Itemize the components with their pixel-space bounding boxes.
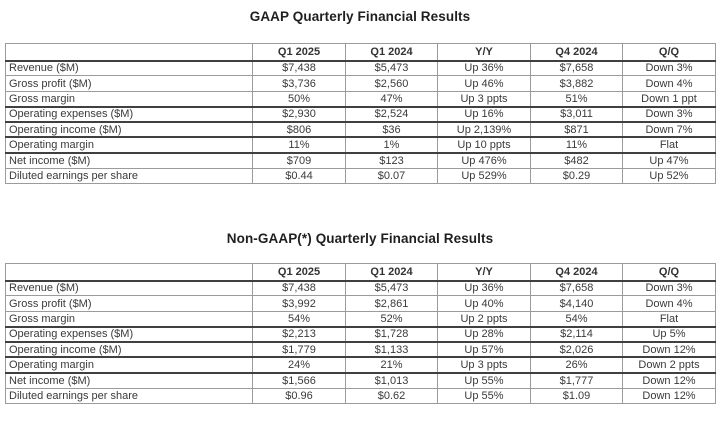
table-row [6,311,716,326]
cell-value: Down 4% [623,296,716,311]
row-label: Operating expenses ($M) [6,327,253,342]
column-header [6,44,253,61]
row-label: Diluted earnings per share [6,388,253,403]
cell-value: $2,861 [346,296,438,311]
table-row [6,281,716,296]
cell-value: $2,930 [253,107,346,122]
cell-value: Flat [623,311,716,326]
cell-value: Up 16% [438,107,531,122]
cell-value: Flat [623,137,716,152]
cell-value: $2,560 [346,76,438,91]
cell-value: $3,736 [253,76,346,91]
cell-value: 47% [346,91,438,106]
gaap-results-table [5,43,716,184]
cell-value: 54% [253,311,346,326]
cell-value: 51% [531,91,623,106]
row-label: Revenue ($M) [6,61,253,76]
cell-value: Up 2 ppts [438,311,531,326]
row-label: Diluted earnings per share [6,168,253,183]
cell-value: 11% [253,137,346,152]
cell-value: Down 12% [623,388,716,403]
cell-value: Up 36% [438,281,531,296]
column-header: Q1 2024 [346,44,438,61]
table-row [6,122,716,137]
cell-value: Up 55% [438,373,531,388]
cell-value: $1,777 [531,373,623,388]
cell-value: $0.29 [531,168,623,183]
non-gaap-results-table [5,263,716,404]
row-label: Revenue ($M) [6,281,253,296]
cell-value: $5,473 [346,281,438,296]
column-header: Y/Y [438,44,531,61]
table-row [6,107,716,122]
cell-value: Up 5% [623,327,716,342]
cell-value: $3,992 [253,296,346,311]
cell-value: 21% [346,357,438,372]
cell-value: Down 3% [623,107,716,122]
table-row [6,327,716,342]
table-row [6,388,716,403]
cell-value: $7,438 [253,61,346,76]
cell-value: Down 3% [623,61,716,76]
cell-value: $123 [346,153,438,168]
cell-value: Up 10 ppts [438,137,531,152]
column-header: Q1 2025 [253,44,346,61]
cell-value: $2,213 [253,327,346,342]
cell-value: $1.09 [531,388,623,403]
row-label: Operating margin [6,137,253,152]
column-header [6,264,253,281]
row-label: Gross profit ($M) [6,296,253,311]
row-label: Operating income ($M) [6,342,253,357]
cell-value: $482 [531,153,623,168]
table-row [6,373,716,388]
cell-value: 54% [531,311,623,326]
row-label: Gross margin [6,91,253,106]
cell-value: $1,133 [346,342,438,357]
column-header: Q4 2024 [531,264,623,281]
cell-value: $0.62 [346,388,438,403]
cell-value: 52% [346,311,438,326]
cell-value: 50% [253,91,346,106]
cell-value: 24% [253,357,346,372]
cell-value: $7,658 [531,61,623,76]
cell-value: Down 7% [623,122,716,137]
column-header: Q4 2024 [531,44,623,61]
cell-value: Up 40% [438,296,531,311]
table-row [6,153,716,168]
table-row [6,357,716,372]
cell-value: Up 529% [438,168,531,183]
cell-value: Up 52% [623,168,716,183]
table-row [6,296,716,311]
row-label: Gross profit ($M) [6,76,253,91]
cell-value: $7,438 [253,281,346,296]
cell-value: Down 12% [623,373,716,388]
column-header: Q/Q [623,264,716,281]
table-row [6,61,716,76]
cell-value: Up 36% [438,61,531,76]
cell-value: $1,728 [346,327,438,342]
cell-value: Up 3 ppts [438,357,531,372]
cell-value: $806 [253,122,346,137]
column-header: Q1 2024 [346,264,438,281]
table-row [6,137,716,152]
table-row [6,168,716,183]
cell-value: 11% [531,137,623,152]
cell-value: $3,011 [531,107,623,122]
row-label: Operating margin [6,357,253,372]
cell-value: $709 [253,153,346,168]
cell-value: Up 476% [438,153,531,168]
cell-value: $1,779 [253,342,346,357]
cell-value: Up 55% [438,388,531,403]
cell-value: $4,140 [531,296,623,311]
non-gaap-table-title: Non-GAAP(*) Quarterly Financial Results [226,231,494,246]
cell-value: $0.44 [253,168,346,183]
cell-value: $871 [531,122,623,137]
cell-value: $1,013 [346,373,438,388]
gaap-header-row [6,44,716,61]
cell-value: Up 57% [438,342,531,357]
cell-value: $2,524 [346,107,438,122]
table-row [6,91,716,106]
cell-value: $0.07 [346,168,438,183]
non-gaap-header-row [6,264,716,281]
cell-value: $3,882 [531,76,623,91]
row-label: Operating income ($M) [6,122,253,137]
cell-value: 1% [346,137,438,152]
cell-value: $0.96 [253,388,346,403]
cell-value: Down 3% [623,281,716,296]
row-label: Net income ($M) [6,153,253,168]
cell-value: $5,473 [346,61,438,76]
cell-value: Up 2,139% [438,122,531,137]
row-label: Gross margin [6,311,253,326]
cell-value: Down 1 ppt [623,91,716,106]
cell-value: Down 2 ppts [623,357,716,372]
cell-value: $1,566 [253,373,346,388]
cell-value: Up 47% [623,153,716,168]
row-label: Net income ($M) [6,373,253,388]
cell-value: Up 46% [438,76,531,91]
row-label: Operating expenses ($M) [6,107,253,122]
cell-value: Up 28% [438,327,531,342]
column-header: Q/Q [623,44,716,61]
cell-value: $2,114 [531,327,623,342]
cell-value: Down 12% [623,342,716,357]
cell-value: $7,658 [531,281,623,296]
cell-value: $2,026 [531,342,623,357]
cell-value: Up 3 ppts [438,91,531,106]
table-row [6,342,716,357]
table-row [6,76,716,91]
column-header: Y/Y [438,264,531,281]
gaap-table-title: GAAP Quarterly Financial Results [249,9,471,24]
cell-value: $36 [346,122,438,137]
cell-value: Down 4% [623,76,716,91]
cell-value: 26% [531,357,623,372]
column-header: Q1 2025 [253,264,346,281]
